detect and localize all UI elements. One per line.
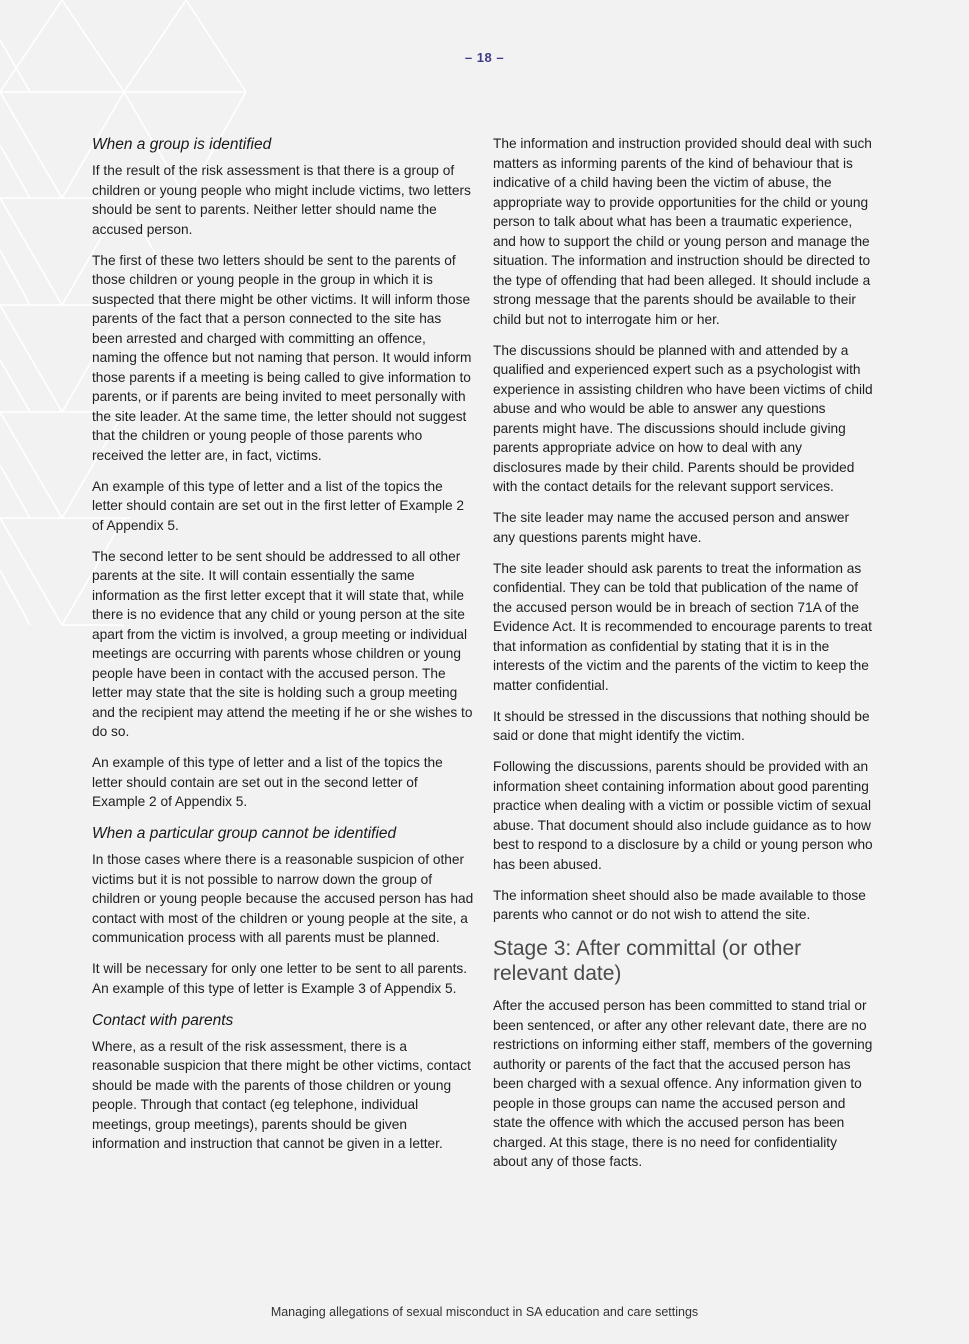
paragraph: After the accused person has been committed to stand trial or been sentenced, or after any other relevant date, there are no restrictions on informing either staff, members of the governing authority or parents of the fact that the accused person has been charged with a sexual offence. Any information given to people in those groups can name the accused person and state the offence with which the accused person has been charged. At this stage, there is no need for confidentiality about any of those facts. [493, 998, 873, 1169]
left-column [92, 134, 474, 1165]
paragraph: An example of this type of letter and a list of the topics the letter should contain are set out in the second letter of Example 2 of Appendix 5. [92, 755, 443, 809]
heading-contact-with-parents: Contact with parents [92, 1011, 234, 1029]
footer: Managing allegations of sexual misconduct in SA education and care settings [270, 1305, 699, 1319]
right-column [493, 134, 873, 1183]
paragraph: Following the discussions, parents should be provided with an information sheet containing information about good parenting practice when dealing with a victim or possible victim of sexual abuse. That document should also include guidance as to how best to respond to a disclosure by a child or young person who has been abused. [493, 759, 873, 872]
paragraph: The first of these two letters should be sent to the parents of those children or young people in the group in which it is suspected that there might be other victims. It will inform those parents of the fact that a person connected to the site has been arrested and charged with committing an offence, naming the offence but not naming that person. It would inform those parents if a meeting is being called to give information to parents, or if parents are being invited to meet personally with the site leader. At the same time, the letter should not suggest that the children or young people of those parents who received the letter are, in fact, victims. [92, 252, 472, 463]
paragraph: It will be necessary for only one letter to be sent to all parents. An example of this type of letter is Example 3 of Appendix 5. [92, 961, 468, 996]
paragraph: If the result of the risk assessment is that there is a group of children or young people who might include victims, two letters should be sent to parents. Neither letter should name the accused person. [92, 163, 471, 237]
paragraph: The information sheet should also be made available to those parents who cannot or do not wish to attend the site. [493, 887, 866, 922]
paragraph: The site leader may name the accused person and answer any questions parents might have. [493, 510, 850, 545]
paragraph: Where, as a result of the risk assessment, there is a reasonable suspicion that there might be other victims, contact should be made with the parents of those children or young people. Through that contact (eg telephone, individual meetings, group meetings), parents should be given information and instruction that cannot be given in a letter. [92, 1038, 471, 1151]
stage-3-heading: Stage 3: After committal (or other relevant date) [493, 937, 802, 985]
paragraph: The information and instruction provided should deal with such matters as informing parents of the kind of behaviour that is indicative of a child having been the victim of abuse, the appropriate way to provide opportunities for the child or young person to talk about what has been a traumatic experience, and how to support the child or young person and manage the situation. The information and instruction should be directed to the type of offending that had been alleged. It should include a strong message that the parents should be available to their child but not to interrogate him or her. [493, 136, 872, 327]
paragraph: The site leader should ask parents to treat the information as confidential. They can be told that publication of the name of the accused person would be in breach of section 71A of the Evidence Act. It is recommended to encourage parents to treat that information as confidential by stating that it is in the interests of the victim and the parents of the victim to keep the matter confidential. [493, 560, 872, 693]
paragraph: The second letter to be sent should be addressed to all other parents at the site. It will contain essentially the same information as the first letter except that it will state that, while there is no evidence that any child or young person at the site apart from the victim is involved, a group meeting or individual meetings are occurring with parents whose children or young people have been in contact with the accused person. The letter may state that the site is holding such a group meeting and the recipient may attend the meeting if he or she wishes to do so. [92, 548, 473, 739]
page-number: – 18 – [464, 50, 505, 65]
paragraph: An example of this type of letter and a list of the topics the letter should contain are set out in the first letter of Example 2 of Appendix 5. [92, 478, 465, 533]
paragraph: The discussions should be planned with and attended by a qualified and experienced expert such as a psychologist with experience in assisting children who have been victims of child abuse and who would be able to answer any questions parents might have. The discussions should include giving parents appropriate advice on how to deal with any disclosures made by their child. Parents should be provided with the contact details for the relevant support services. [493, 342, 873, 494]
paragraph: In those cases where there is a reasonable suspicion of other victims but it is not possible to narrow down the group of children or young people because the accused person has had contact with most of the children or young people at the site, a communication process with all parents must be planned. [92, 852, 474, 945]
heading-group-identified: When a group is identified [92, 136, 272, 153]
paragraph: It should be stressed in the discussions that nothing should be said or done that might identify the victim. [493, 708, 870, 743]
heading-group-not-identified: When a particular group cannot be identified [92, 825, 397, 842]
